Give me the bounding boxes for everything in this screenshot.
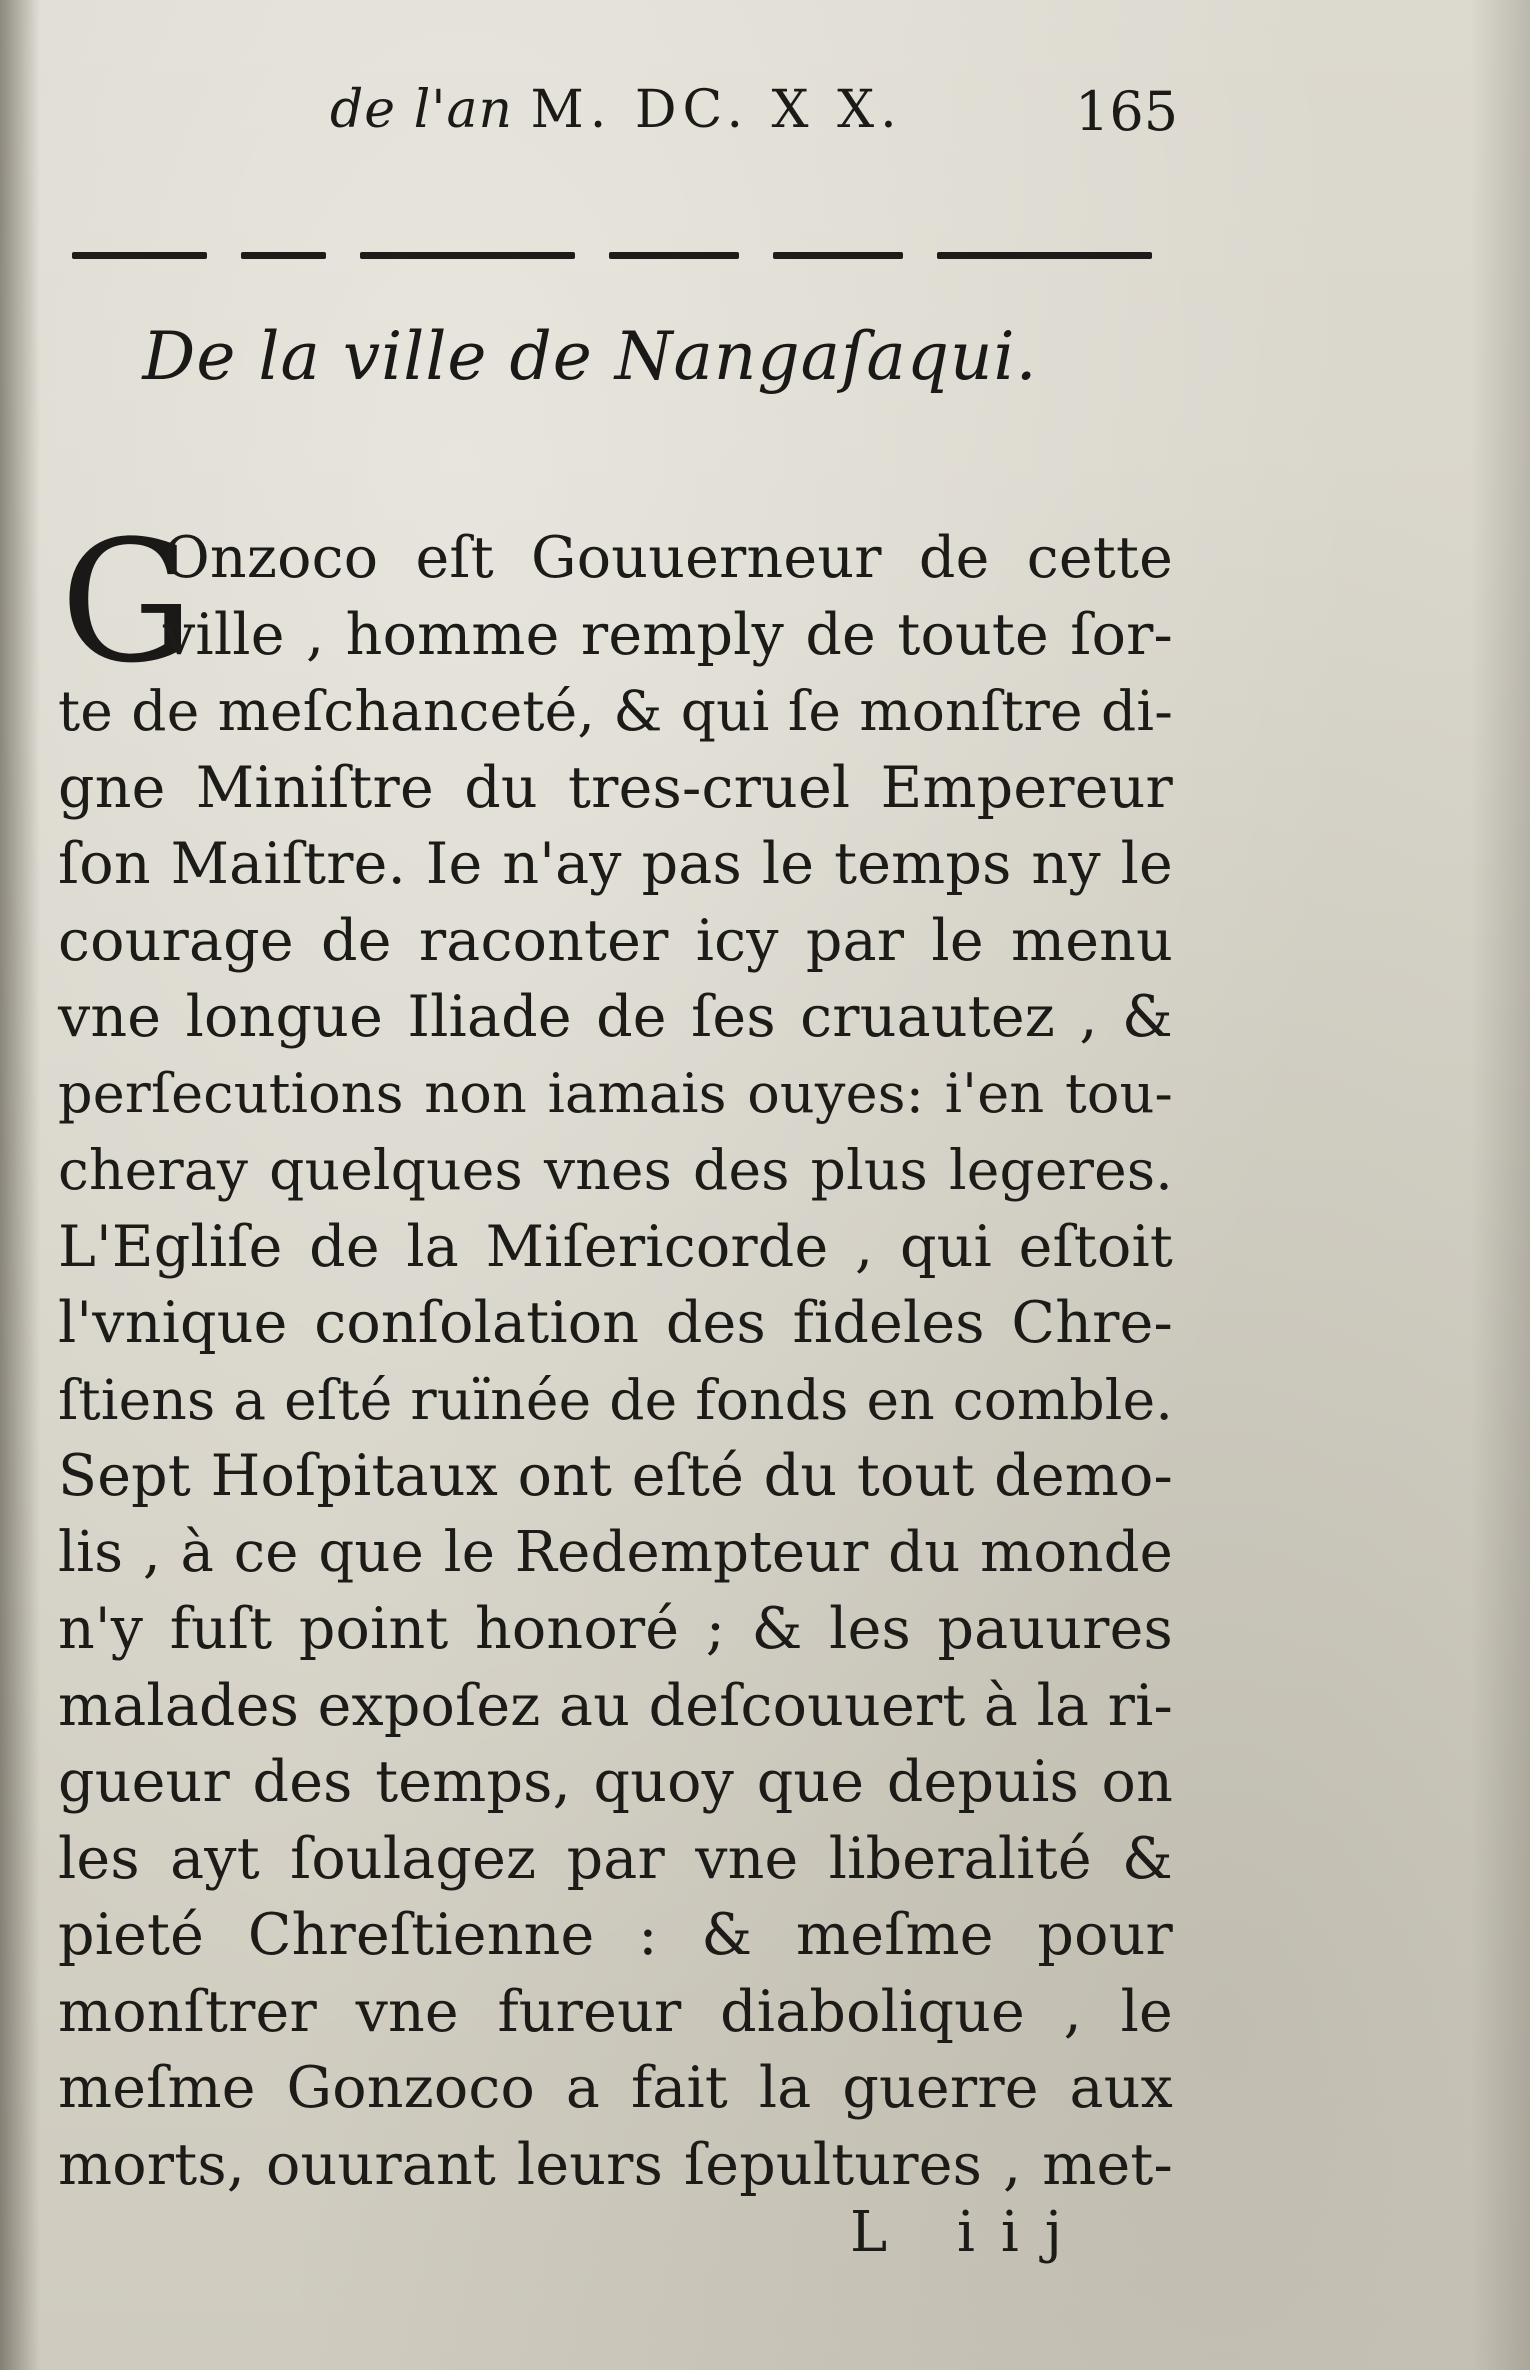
text-line: meſme Gonzoco a fait la guerre aux [58,2055,1173,2121]
text-line: n'y fuſt point honoré ; & les pauures [58,1596,1173,1662]
text-line: L'Egliſe de la Miſericorde , qui eſtoit [58,1213,1173,1280]
text-line: ſon Maiſtre. Ie n'ay pas le temps ny le [58,831,1173,897]
rule-segment [241,252,326,259]
text-line: morts, ouurant leurs ſepultures , met- [58,2131,1173,2198]
signature-mark: L iij [850,2200,1089,2265]
running-head-italic: de l'an [330,80,514,140]
drop-capital: G [60,504,195,700]
text-line: pieté Chreſtienne : & meſme pour [58,1902,1173,1968]
text-line: ſtiens a eſté ruïnée de fonds en comble. [58,1367,1173,1432]
text-line: l'vnique conſolation des fideles Chre- [58,1290,1173,1356]
text-line: Sept Hoſpitaux ont eſté du tout demo- [58,1443,1173,1509]
text-line: lis , à ce que le Redempteur du monde [58,1519,1173,1585]
running-head-year: M. DC. X X. [530,80,903,140]
rule-segment [773,252,903,259]
text-line: malades expoſez au deſcouuert à la ri- [58,1672,1173,1739]
text-line: gueur des temps, quoy que depuis on [58,1749,1173,1815]
body-text [58,504,1173,2203]
text-line: Onzoco eſt Gouuerneur de cette [163,525,1173,591]
text-line: monſtrer vne fureur diabolique , le [58,1978,1173,2045]
chapter-heading: De la ville de Nangaſaqui. [142,318,1038,395]
text-line: perſecutions non iamais ouyes: i'en tou- [58,1061,1173,1125]
rule-segment [72,252,207,259]
text-line: gne Miniſtre du tres-cruel Empereur [58,754,1173,821]
rule-segment [360,252,575,259]
ornamental-rule [72,252,1152,262]
page-number: 165 [1075,80,1179,143]
text-line: te de meſchanceté, & qui ſe monſtre di- [58,679,1173,743]
text-line: les ayt ſoulagez par vne liberalité & [58,1825,1173,1892]
rule-segment [609,252,739,259]
text-line: cheray quelques vnes des plus legeres. [58,1138,1173,1202]
running-head [330,80,903,140]
text-line: courage de raconter icy par le menu [58,907,1173,974]
text-line: vne longue Iliade de ſes cruautez , & [58,984,1173,1050]
text-line: ville , homme remply de toute ſor- [163,601,1173,668]
rule-segment [937,252,1152,259]
